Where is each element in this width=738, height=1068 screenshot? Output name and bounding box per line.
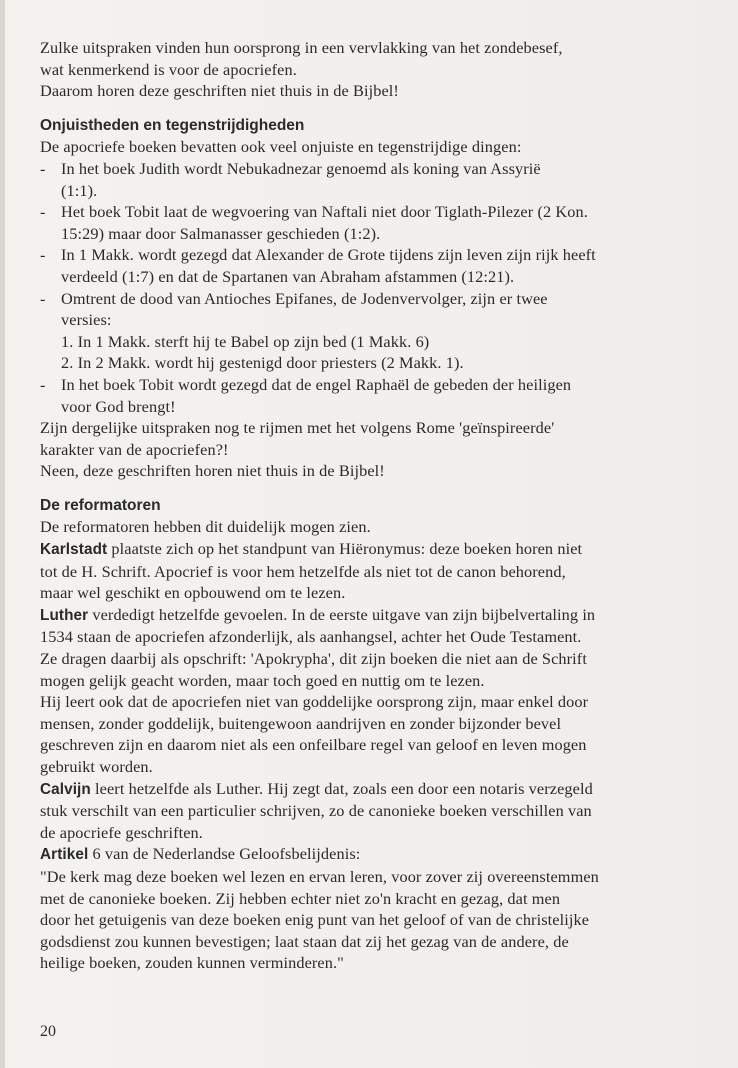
numbered-item: 2. In 2 Makk. wordt hij gestenigd door priesters (2 Makk. 1). <box>61 353 464 373</box>
text-line: In 1 Makk. wordt gezegd dat Alexander de Grote tijdens zijn leven zijn rijk heeft <box>61 245 596 265</box>
paragraph-hij <box>40 691 720 777</box>
text-line: wat kenmerkend is voor de apocriefen. <box>40 59 297 79</box>
text-line <box>40 604 720 627</box>
page-edge-shadow <box>0 0 5 1068</box>
paragraph-luther <box>40 604 720 691</box>
numbered-list <box>40 331 720 374</box>
section1-conclusion <box>40 460 720 482</box>
text-line: Hij leert ook dat de apocriefen niet van goddelijke oorsprong zijn, maar enkel door <box>40 692 589 712</box>
text-line: voor God brengt! <box>61 396 176 416</box>
text-line: Daarom horen deze geschriften niet thuis in de Bijbel! <box>40 81 399 101</box>
text-line: de apocriefe geschriften. <box>40 822 203 842</box>
page-number: 20 <box>40 1023 56 1040</box>
text-line: Neen, deze geschriften horen niet thuis in de Bijbel! <box>40 461 385 481</box>
text-line: Omtrent de dood van Antioches Epifanes, de Jodenvervolger, zijn er twee <box>61 288 548 308</box>
section2-lead <box>40 516 720 538</box>
section1-closing <box>40 417 720 460</box>
text-line: In het boek Tobit wordt gezegd dat de engel Raphaël de gebeden der heiligen <box>61 374 572 394</box>
text-line: Het boek Tobit laat de wegvoering van Naftali niet door Tiglath-Pilezer (2 Kon. <box>61 202 588 222</box>
quote-artikel-6 <box>40 866 720 974</box>
text-line: versies: <box>61 310 112 330</box>
list-dash: - <box>40 202 46 222</box>
text-line: geschreven zijn en daarom niet als een onfeilbare regel van geloof en leven mogen <box>40 735 587 755</box>
text-line: mensen, zonder goddelijk, buitengewoon aandrijven en zonder bijzonder bevel <box>40 713 562 733</box>
text-line: In het boek Judith wordt Nebukadnezar genoemd als koning van Assyrië <box>61 158 541 178</box>
text-line: Zijn dergelijke uitspraken nog te rijmen met het volgens Rome 'geïnspireerde' <box>40 418 555 438</box>
page-content <box>40 37 720 974</box>
name-artikel: Artikel <box>40 846 89 864</box>
text-line <box>40 538 720 561</box>
text-line: De apocriefe boeken bevatten ook veel onjuiste en tegenstrijdige dingen: <box>40 137 522 157</box>
paragraph-calvijn <box>40 778 720 844</box>
text-line: mogen gelijk geacht worden, maar toch goed en nuttig om te lezen. <box>40 670 485 690</box>
text-line: 15:29) maar door Salmanasser geschieden (1:2). <box>61 223 381 243</box>
list-dash: - <box>40 374 46 394</box>
text-line: De reformatoren hebben dit duidelijk mogen zien. <box>40 517 371 537</box>
intro-paragraph <box>40 37 720 80</box>
list-item <box>40 244 720 287</box>
section-heading-onjuistheden: Onjuistheden en tegenstrijdigheden <box>40 116 305 134</box>
text-fragment: 6 van de Nederlandse Geloofsbelijdenis: <box>88 844 361 864</box>
numbered-item: 1. In 1 Makk. sterft hij te Babel op zijn bed (1 Makk. 6) <box>61 331 430 351</box>
list-item <box>40 288 720 331</box>
text-line: 1534 staan de apocriefen afzonderlijk, als aanhangsel, achter het Oude Testament. <box>40 627 582 647</box>
name-calvijn: Calvijn <box>40 780 91 798</box>
list-dash: - <box>40 158 46 178</box>
text-line: karakter van de apocriefen?! <box>40 439 229 459</box>
text-line: maar wel geschikt en opbouwend om te lezen. <box>40 583 346 603</box>
list-item <box>40 158 720 201</box>
name-luther: Luther <box>40 606 89 624</box>
text-line: met de canonieke boeken. Zij hebben echter niet zo'n kracht en gezag, dat men <box>40 888 561 908</box>
text-line <box>40 778 720 801</box>
paragraph-artikel <box>40 843 720 866</box>
text-line: gebruikt worden. <box>40 757 153 776</box>
paragraph-karlstadt <box>40 538 720 604</box>
text-line: door het getuigenis van deze boeken enig punt van het geloof of van de christelijke <box>40 910 590 930</box>
list-item <box>40 201 720 244</box>
text-line <box>40 843 720 866</box>
text-line: verdeeld (1:7) en dat de Spartanen van Abraham afstammen (12:21). <box>61 266 515 286</box>
text-line: tot de H. Schrift. Apocrief is voor hem hetzelfde als niet tot de canon behorend, <box>40 561 566 581</box>
text-line: stuk verschilt van een particulier schrijven, zo de canonieke boeken verschillen van <box>40 801 592 821</box>
text-line: Ze dragen daarbij als opschrift: 'Apokrypha', dit zijn boeken die niet aan de Schrift <box>40 649 587 669</box>
list-dash: - <box>40 288 46 308</box>
list-item <box>40 374 720 417</box>
text-line: godsdienst zou kunnen bevestigen; laat staan dat zij het gezag van de andere, de <box>40 931 569 951</box>
text-fragment: leert hetzelfde als Luther. Hij zegt dat, zoals een door een notaris verzegeld <box>90 778 593 798</box>
text-line: Zulke uitspraken vinden hun oorsprong in een vervlakking van het zondebesef, <box>40 38 563 57</box>
text-line: heilige boeken, zouden kunnen verminderen." <box>40 953 344 973</box>
intro-conclusion <box>40 80 720 102</box>
name-karlstadt: Karlstadt <box>40 541 108 559</box>
text-fragment: plaatste zich op het standpunt van Hiëronymus: deze boeken horen niet <box>107 539 583 559</box>
text-line: (1:1). <box>61 180 98 200</box>
list-dash: - <box>40 245 46 265</box>
section-heading-reformatoren: De reformatoren <box>40 496 161 514</box>
section1-lead <box>40 136 720 158</box>
text-line: "De kerk mag deze boeken wel lezen en ervan leren, voor zover zij overeenstemmen <box>40 866 599 886</box>
text-fragment: verdedigt hetzelfde gevoelen. In de eerste uitgave van zijn bijbelvertaling in <box>88 604 596 624</box>
